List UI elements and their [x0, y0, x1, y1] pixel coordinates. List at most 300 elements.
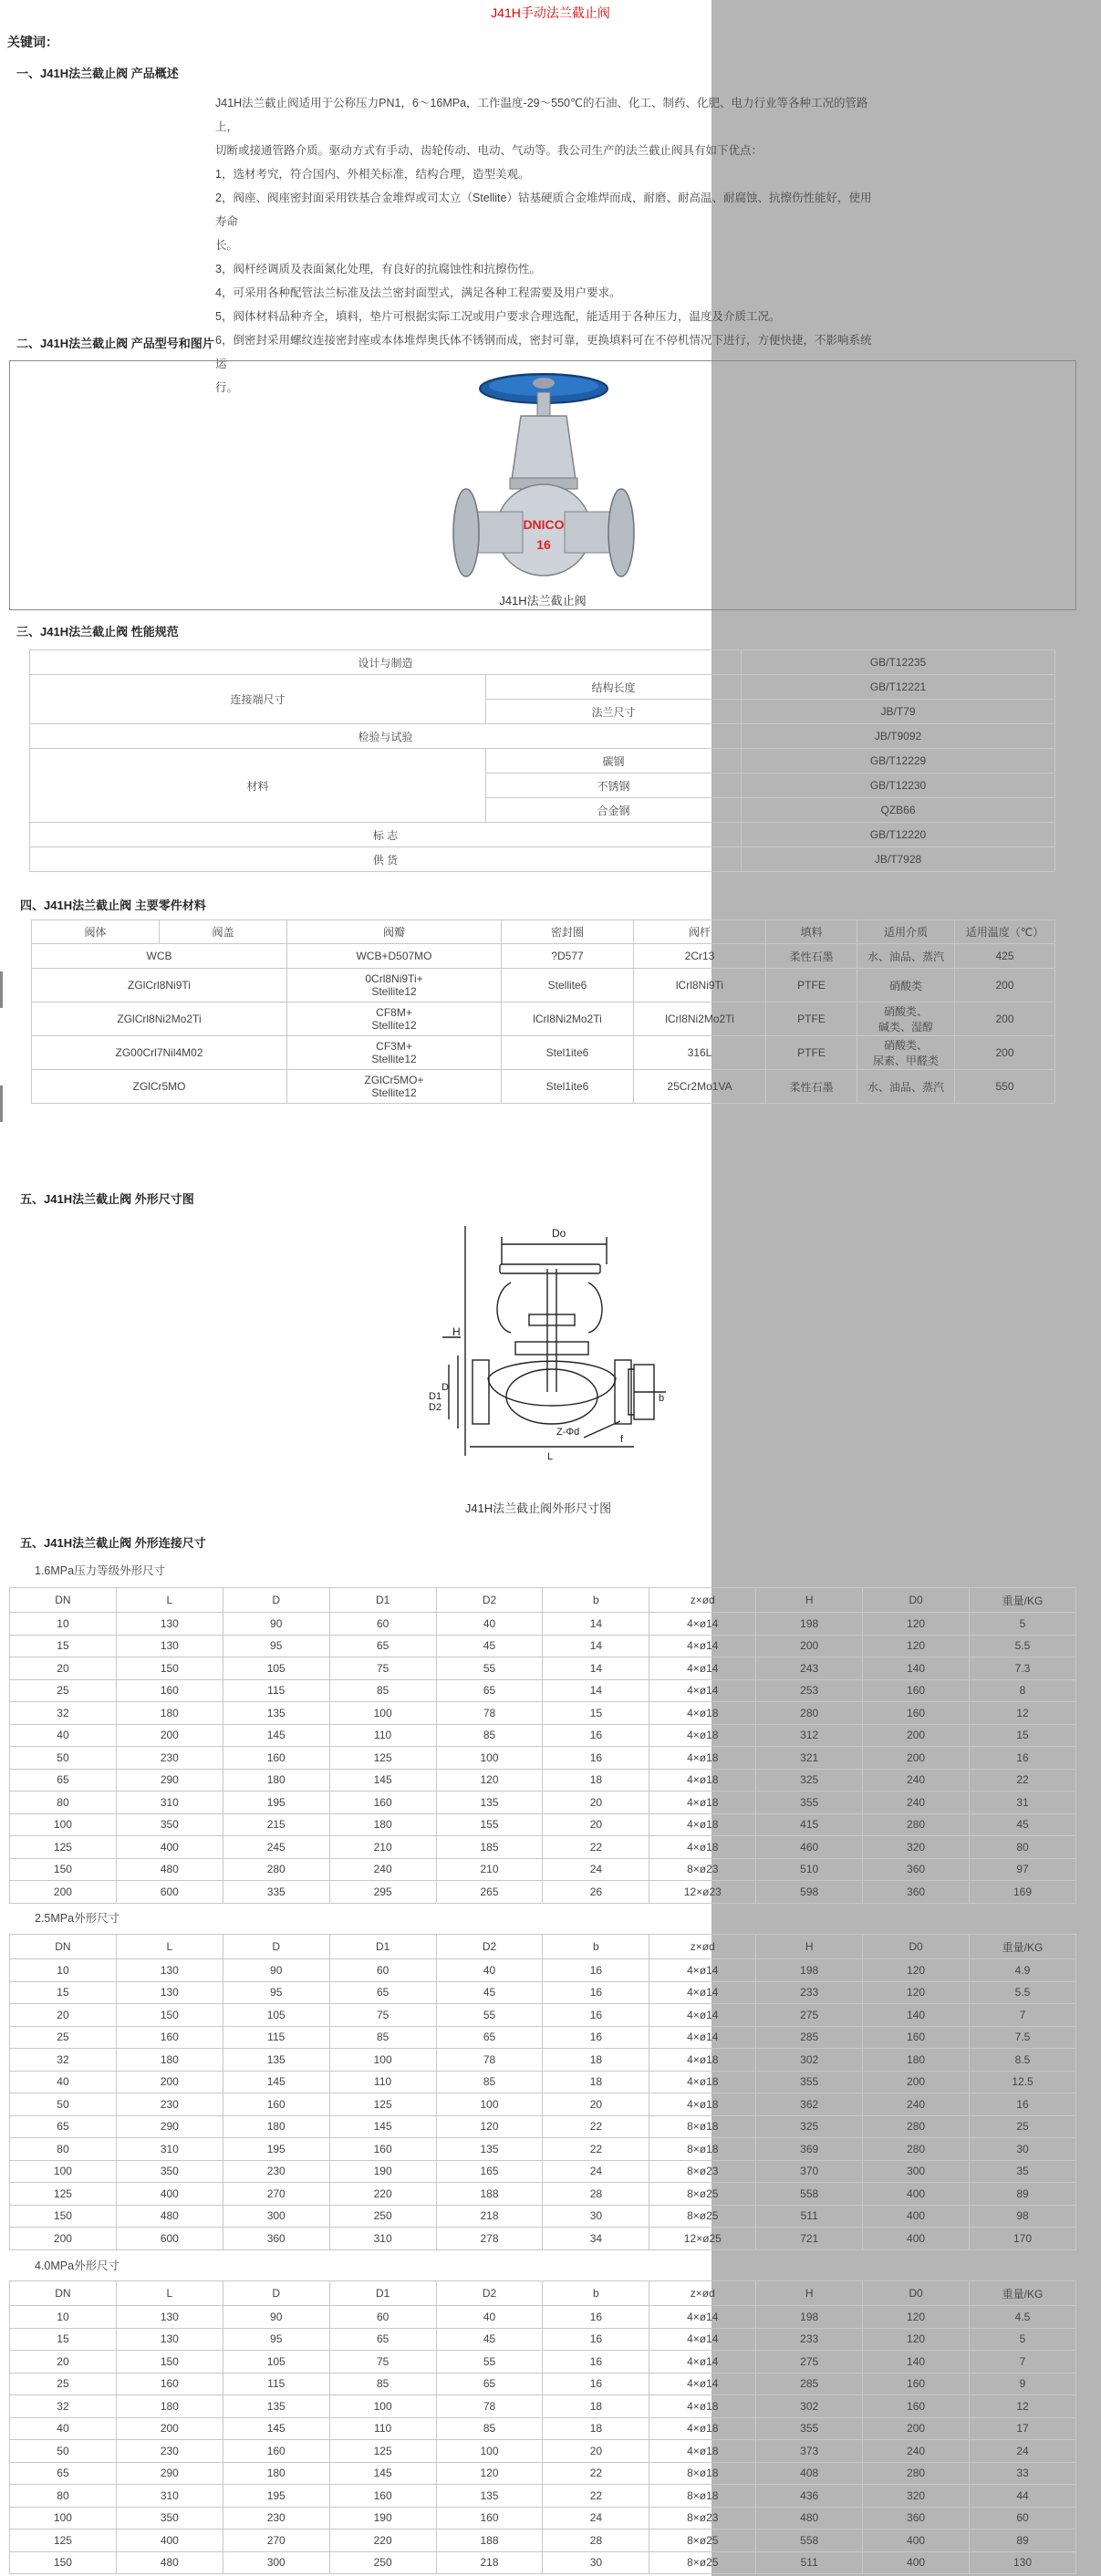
table-row — [10, 2115, 1076, 2138]
table-cell: 150 — [10, 1858, 117, 1881]
table-row — [10, 1836, 1076, 1859]
table-cell: D1 — [329, 2281, 436, 2306]
keywords-label: 关键词： — [7, 35, 58, 49]
table-cell: 110 — [329, 2071, 436, 2093]
dim-table-label: 2.5MPa外形尺寸 — [35, 1912, 120, 1925]
table-cell: z×ød — [649, 1588, 756, 1613]
overview-line: 2，阀座、阀座密封面采用铁基合金堆焊或司太立（Stellite）钴基硬质合金堆焊而成，耐磨、耐高温、耐腐蚀、抗擦伤性能好，使用寿命 — [215, 192, 872, 228]
table-cell: 28 — [543, 2529, 649, 2552]
table-header-row — [10, 2281, 1076, 2306]
drawing-label-d1: D1 — [429, 1391, 442, 1402]
table-cell: 16 — [970, 2093, 1076, 2116]
table-header-row — [10, 1935, 1076, 1959]
table-cell: 180 — [863, 2049, 970, 2072]
table-cell: 200 — [863, 2071, 970, 2093]
table-cell: 105 — [223, 2004, 329, 2027]
table-cell: 8×ø23 — [649, 2160, 756, 2183]
table-header-row — [32, 920, 1055, 944]
table-cell: 合金钢 — [486, 798, 742, 823]
table-row — [30, 847, 1055, 872]
table-cell: 85 — [436, 1724, 543, 1747]
table-cell: 120 — [863, 1981, 970, 2004]
table-cell: 30 — [970, 2138, 1076, 2161]
table-cell: 190 — [329, 2160, 436, 2183]
table-cell: 362 — [756, 2093, 863, 2116]
dim-table-label: 1.6MPa压力等级外形尺寸 — [35, 1564, 166, 1577]
table-cell: 供 货 — [30, 847, 742, 872]
table-cell: 120 — [863, 1959, 970, 1982]
drawing-caption: J41H法兰截止阀外形尺寸图 — [464, 1501, 612, 1515]
table-cell: b — [543, 2281, 649, 2306]
table-cell: 100 — [436, 2440, 543, 2463]
table-cell: 55 — [436, 2004, 543, 2027]
overview-line: 切断或接通管路介质。驱动方式有手动、齿轮传动、电动、气动等。我公司生产的法兰截止阀具有如下优点： — [215, 144, 763, 157]
table-cell: 160 — [863, 1702, 970, 1725]
table-cell: 阀杆 — [634, 920, 766, 944]
table-cell: 连接端尺寸 — [30, 675, 486, 724]
table-cell: 135 — [223, 2049, 329, 2072]
table-cell: 45 — [436, 1635, 543, 1657]
table-cell: 50 — [10, 1747, 117, 1770]
table-cell: 65 — [10, 2462, 117, 2485]
table-cell: 22 — [543, 2115, 649, 2138]
table-cell: 4×ø14 — [649, 1679, 756, 1702]
table-cell: 水、油品、蒸汽 — [857, 944, 955, 969]
table-row — [32, 1002, 1055, 1036]
table-cell: 280 — [863, 2462, 970, 2485]
table-cell: 285 — [756, 2373, 863, 2395]
table-cell: 32 — [10, 2049, 117, 2072]
table-cell: 4×ø18 — [649, 2417, 756, 2440]
table-cell: L — [116, 1935, 223, 1959]
table-cell: 4×ø18 — [649, 1769, 756, 1792]
table-cell: 65 — [329, 1635, 436, 1657]
table-cell: 598 — [756, 1881, 863, 1904]
table-cell: 145 — [223, 1724, 329, 1747]
table-cell: 300 — [863, 2160, 970, 2183]
table-cell: 312 — [756, 1724, 863, 1747]
table-cell: 198 — [756, 1613, 863, 1636]
section-heading-drawing: 五、J41H法兰截止阀 外形尺寸图 — [20, 1192, 194, 1206]
table-cell: 33 — [970, 2462, 1076, 2485]
table-cell: 120 — [863, 1613, 970, 1636]
table-cell: 4×ø14 — [649, 2306, 756, 2329]
table-cell: 20 — [10, 2004, 117, 2027]
table-cell: 4×ø18 — [649, 2093, 756, 2116]
table-cell: 硝酸类、 尿素、甲醛类 — [857, 1036, 955, 1070]
table-cell: 250 — [329, 2205, 436, 2228]
table-cell: 20 — [543, 1792, 649, 1814]
table-cell: 15 — [10, 1635, 117, 1657]
table-row — [10, 1635, 1076, 1657]
table-cell: 4×ø14 — [649, 2004, 756, 2027]
table-cell: 105 — [223, 1657, 329, 1680]
table-cell: 阀体 — [32, 920, 160, 944]
table-cell: 8×ø23 — [649, 1858, 756, 1881]
table-cell: 10 — [10, 1613, 117, 1636]
table-cell: 160 — [863, 2373, 970, 2395]
table-cell: 22 — [543, 2485, 649, 2508]
table-cell: 40 — [10, 1724, 117, 1747]
table-cell: 4×ø14 — [649, 2026, 756, 2049]
photo-brand-text: DNICO — [523, 517, 565, 532]
table-cell: 130 — [116, 1613, 223, 1636]
table-cell: 120 — [436, 2115, 543, 2138]
table-cell: 511 — [756, 2205, 863, 2228]
table-cell: 105 — [223, 2351, 329, 2373]
table-cell: 40 — [10, 2071, 117, 2093]
table-cell: 140 — [863, 2004, 970, 2027]
table-cell: 400 — [863, 2183, 970, 2206]
table-cell: 22 — [970, 1769, 1076, 1792]
drawing-label-do: Do — [552, 1227, 566, 1240]
table-cell: 240 — [863, 1769, 970, 1792]
table-cell: 90 — [223, 1959, 329, 1982]
table-cell: 135 — [436, 2485, 543, 2508]
overview-line: 6，倒密封采用螺纹连接密封座或本体堆焊奥氏体不锈钢而成，密封可靠，更换填料可在不停机情况下进行，方便快捷，不影响系统运 — [215, 334, 872, 370]
table-cell: 4×ø18 — [649, 2395, 756, 2418]
table-cell: 360 — [223, 2228, 329, 2250]
table-cell: 130 — [116, 2328, 223, 2351]
table-cell: 24 — [543, 2160, 649, 2183]
table-cell: 280 — [756, 1702, 863, 1725]
table-cell: 硝酸类、 碱类、湿醇 — [857, 1002, 955, 1036]
table-cell: 110 — [329, 2417, 436, 2440]
table-cell: 12 — [970, 2395, 1076, 2418]
table-cell: 200 — [756, 1635, 863, 1657]
table-cell: 30 — [543, 2551, 649, 2574]
table-cell: 100 — [436, 2093, 543, 2116]
table-cell: 130 — [116, 2306, 223, 2329]
table-cell: 柔性石墨 — [766, 944, 857, 969]
table-cell: 35 — [970, 2160, 1076, 2183]
table-cell: 250 — [329, 2551, 436, 2574]
table-cell: 95 — [223, 1635, 329, 1657]
table-cell: 230 — [116, 2440, 223, 2463]
table-cell: 290 — [116, 1769, 223, 1792]
table-cell: 80 — [10, 2138, 117, 2161]
table-cell: 110 — [329, 1724, 436, 1747]
table-cell: 220 — [329, 2183, 436, 2206]
overview-line: 3，阀杆经调质及表面氮化处理，有良好的抗腐蚀性和抗擦伤性。 — [215, 263, 541, 275]
table-cell: 198 — [756, 2306, 863, 2329]
table-row — [10, 2462, 1076, 2485]
table-cell: 18 — [543, 2395, 649, 2418]
table-cell: 169 — [970, 1881, 1076, 1904]
table-cell: 重量/KG — [970, 1588, 1076, 1613]
table-cell: 180 — [223, 1769, 329, 1792]
table-cell: 180 — [116, 2395, 223, 2418]
table-cell: 25 — [10, 1679, 117, 1702]
table-cell: 85 — [329, 2026, 436, 2049]
table-row — [32, 1036, 1055, 1070]
table-cell: 145 — [329, 2462, 436, 2485]
table-cell: 80 — [970, 1836, 1076, 1859]
table-row — [10, 2551, 1076, 2574]
table-cell: 4×ø14 — [649, 2351, 756, 2373]
table-cell: 188 — [436, 2529, 543, 2552]
table-cell: 7.3 — [970, 1657, 1076, 1680]
table-row — [10, 2160, 1076, 2183]
table-cell: 360 — [863, 2507, 970, 2529]
table-cell: 65 — [436, 2373, 543, 2395]
photo-marking-text: 16 — [536, 537, 551, 552]
table-cell: 50 — [10, 2093, 117, 2116]
table-cell: 20 — [543, 2440, 649, 2463]
section-heading-photo: 二、J41H法兰截止阀 产品型号和图片 — [16, 337, 214, 350]
table-cell: 8×ø18 — [649, 2485, 756, 2508]
table-cell: 220 — [329, 2529, 436, 2552]
table-row — [10, 1679, 1076, 1702]
table-row — [30, 823, 1055, 847]
table-cell: 120 — [436, 1769, 543, 1792]
table-cell: D2 — [436, 1935, 543, 1959]
table-cell: 16 — [543, 2026, 649, 2049]
table-cell: 130 — [116, 1635, 223, 1657]
table-cell: 233 — [756, 1981, 863, 2004]
table-cell: 130 — [970, 2551, 1076, 2574]
table-cell: 95 — [223, 2328, 329, 2351]
table-cell: 480 — [116, 2551, 223, 2574]
table-row — [10, 1813, 1076, 1836]
table-cell: 275 — [756, 2004, 863, 2027]
table-cell: 253 — [756, 1679, 863, 1702]
table-cell: 125 — [10, 2183, 117, 2206]
table-cell: Stel1ite6 — [502, 1036, 634, 1070]
table-cell: 200 — [116, 2071, 223, 2093]
table-cell: 511 — [756, 2551, 863, 2574]
table-cell: 100 — [436, 1747, 543, 1770]
table-cell: b — [543, 1588, 649, 1613]
table-cell: 160 — [116, 2373, 223, 2395]
table-cell: 230 — [116, 2093, 223, 2116]
table-cell: PTFE — [766, 969, 857, 1002]
table-cell: 290 — [116, 2115, 223, 2138]
table-cell: 200 — [955, 969, 1055, 1002]
table-cell: 8×ø25 — [649, 2529, 756, 2552]
table-cell: 200 — [863, 1724, 970, 1747]
table-cell: 325 — [756, 2115, 863, 2138]
table-cell: 重量/KG — [970, 1935, 1076, 1959]
drawing-label-d: D — [441, 1382, 449, 1393]
table-cell: 20 — [10, 2351, 117, 2373]
table-cell: 5 — [970, 2328, 1076, 2351]
table-row — [10, 1858, 1076, 1881]
table-row — [10, 2395, 1076, 2418]
table-cell: 373 — [756, 2440, 863, 2463]
table-cell: D — [223, 1588, 329, 1613]
table-cell: 150 — [116, 2351, 223, 2373]
table-row — [10, 2004, 1076, 2027]
table-header-row — [10, 1588, 1076, 1613]
table-cell: 200 — [863, 1747, 970, 1770]
table-cell: 55 — [436, 1657, 543, 1680]
table-cell: 45 — [970, 1813, 1076, 1836]
table-cell: 16 — [970, 1747, 1076, 1770]
table-cell: 14 — [543, 1657, 649, 1680]
table-cell: 135 — [436, 2138, 543, 2161]
table-cell: 18 — [543, 1769, 649, 1792]
table-cell: 195 — [223, 2138, 329, 2161]
table-cell: 硝酸类 — [857, 969, 955, 1002]
table-cell: 40 — [436, 2306, 543, 2329]
table-cell: 45 — [436, 1981, 543, 2004]
table-cell: 400 — [863, 2205, 970, 2228]
table-cell: 2Cr13 — [634, 944, 766, 969]
table-cell: 310 — [116, 2485, 223, 2508]
table-cell: 400 — [116, 2529, 223, 2552]
table-cell: 16 — [543, 1724, 649, 1747]
table-cell: 8×ø18 — [649, 2462, 756, 2485]
table-cell: D1 — [329, 1935, 436, 1959]
table-cell: H — [756, 1588, 863, 1613]
table-cell: 78 — [436, 2049, 543, 2072]
table-cell: 5 — [970, 1613, 1076, 1636]
drawing-label-b: b — [659, 1393, 665, 1404]
table-cell: 170 — [970, 2228, 1076, 2250]
table-cell: 7 — [970, 2004, 1076, 2027]
table-cell: 8×ø23 — [649, 2507, 756, 2529]
table-cell: 4.9 — [970, 1959, 1076, 1982]
table-cell: 44 — [970, 2485, 1076, 2508]
table-cell: DN — [10, 1935, 117, 1959]
table-cell: 415 — [756, 1813, 863, 1836]
table-cell: 145 — [223, 2071, 329, 2093]
table-cell: 130 — [116, 1981, 223, 2004]
table-row — [32, 1070, 1055, 1104]
table-cell: 20 — [10, 1657, 117, 1680]
table-row — [10, 2417, 1076, 2440]
table-cell: 120 — [863, 1635, 970, 1657]
table-cell: 240 — [329, 1858, 436, 1881]
table-cell: 302 — [756, 2395, 863, 2418]
table-cell: 233 — [756, 2328, 863, 2351]
table-cell: 4×ø14 — [649, 1657, 756, 1680]
table-cell: ZGlCr5MO+ Stellite12 — [287, 1070, 502, 1104]
table-cell: 355 — [756, 2417, 863, 2440]
table-cell: D2 — [436, 2281, 543, 2306]
table-cell: 230 — [223, 2507, 329, 2529]
table-cell: 4×ø14 — [649, 1613, 756, 1636]
table-cell: 150 — [116, 1657, 223, 1680]
table-cell: 350 — [116, 2160, 223, 2183]
table-row — [30, 650, 1055, 675]
table-cell: 125 — [329, 2093, 436, 2116]
table-cell: 4×ø14 — [649, 1635, 756, 1657]
table-cell: 75 — [329, 2351, 436, 2373]
table-cell: 95 — [223, 1981, 329, 2004]
table-cell: 18 — [543, 2071, 649, 2093]
table-cell: 4×ø18 — [649, 1792, 756, 1814]
table-cell: 50 — [10, 2440, 117, 2463]
table-cell: D2 — [436, 1588, 543, 1613]
table-cell: 100 — [329, 2395, 436, 2418]
table-cell: 8×ø25 — [649, 2205, 756, 2228]
table-cell: 60 — [329, 2306, 436, 2329]
table-cell: 150 — [116, 2004, 223, 2027]
table-cell: lCrl8Ni9Ti — [634, 969, 766, 1002]
table-cell: 150 — [10, 2205, 117, 2228]
table-row — [30, 724, 1055, 749]
table-cell: 4×ø18 — [649, 1747, 756, 1770]
table-cell: 145 — [329, 2115, 436, 2138]
table-cell: 355 — [756, 1792, 863, 1814]
table-cell: 34 — [543, 2228, 649, 2250]
table-cell: 185 — [436, 1836, 543, 1859]
table-cell: 245 — [223, 1836, 329, 1859]
table-cell: H — [756, 1935, 863, 1959]
table-cell: 369 — [756, 2138, 863, 2161]
table-cell: 89 — [970, 2529, 1076, 2552]
table-cell: 120 — [436, 2462, 543, 2485]
table-cell: 270 — [223, 2183, 329, 2206]
table-cell: 40 — [436, 1613, 543, 1636]
table-cell: 4×ø18 — [649, 1702, 756, 1725]
table-cell: ZGlCrl8Ni2Mo2Ti — [32, 1002, 287, 1036]
table-cell: 4×ø18 — [649, 2440, 756, 2463]
table-cell: 300 — [223, 2205, 329, 2228]
table-cell: 16 — [543, 1747, 649, 1770]
table-cell: 4×ø18 — [649, 1813, 756, 1836]
table-cell: 适用温度（℃） — [955, 920, 1055, 944]
table-cell: 45 — [436, 2328, 543, 2351]
table-cell: 碳钢 — [486, 749, 742, 774]
drawing-label-h: H — [452, 1325, 461, 1338]
table-cell: 4×ø18 — [649, 1836, 756, 1859]
table-cell: 90 — [223, 1613, 329, 1636]
table-cell: 295 — [329, 1881, 436, 1904]
table-cell: 460 — [756, 1836, 863, 1859]
table-row — [30, 749, 1055, 774]
table-cell: GB/T12230 — [742, 774, 1055, 798]
table-cell: 320 — [863, 1836, 970, 1859]
table-cell: 200 — [116, 2417, 223, 2440]
table-cell: 400 — [116, 2183, 223, 2206]
table-cell: 16 — [543, 2351, 649, 2373]
table-cell: 400 — [116, 1836, 223, 1859]
table-cell: 243 — [756, 1657, 863, 1680]
table-cell: 24 — [970, 2440, 1076, 2463]
table-cell: 20 — [543, 2093, 649, 2116]
table-cell: 180 — [116, 2049, 223, 2072]
table-cell: 240 — [863, 2093, 970, 2116]
table-cell: 16 — [543, 2328, 649, 2351]
table-cell: 270 — [223, 2529, 329, 2552]
overview-line: 5，阀体材料品种齐全，填料，垫片可根据实际工况或用户要求合理选配，能适用于各种压力，温度及介质工况。 — [215, 310, 781, 323]
table-cell: 321 — [756, 1747, 863, 1770]
table-row — [10, 1702, 1076, 1725]
table-cell: 32 — [10, 1702, 117, 1725]
table-cell: ZGlCr5MO — [32, 1070, 287, 1104]
table-cell: z×ød — [649, 1935, 756, 1959]
table-row — [10, 1613, 1076, 1636]
table-cell: 115 — [223, 2026, 329, 2049]
table-cell: D0 — [863, 1588, 970, 1613]
table-cell: Stel1ite6 — [502, 1070, 634, 1104]
table-cell: QZB66 — [742, 798, 1055, 823]
table-cell: 190 — [329, 2507, 436, 2529]
table-row — [10, 2026, 1076, 2049]
table-cell: 78 — [436, 2395, 543, 2418]
table-cell: 100 — [10, 2160, 117, 2183]
table-cell: 16 — [543, 2306, 649, 2329]
table-cell: JB/T7928 — [742, 847, 1055, 872]
table-cell: 65 — [10, 1769, 117, 1792]
table-cell: 310 — [116, 1792, 223, 1814]
table-cell: 200 — [955, 1002, 1055, 1036]
table-cell: 0Crl8Ni9Ti+ Stellite12 — [287, 969, 502, 1002]
table-row — [10, 2093, 1076, 2116]
